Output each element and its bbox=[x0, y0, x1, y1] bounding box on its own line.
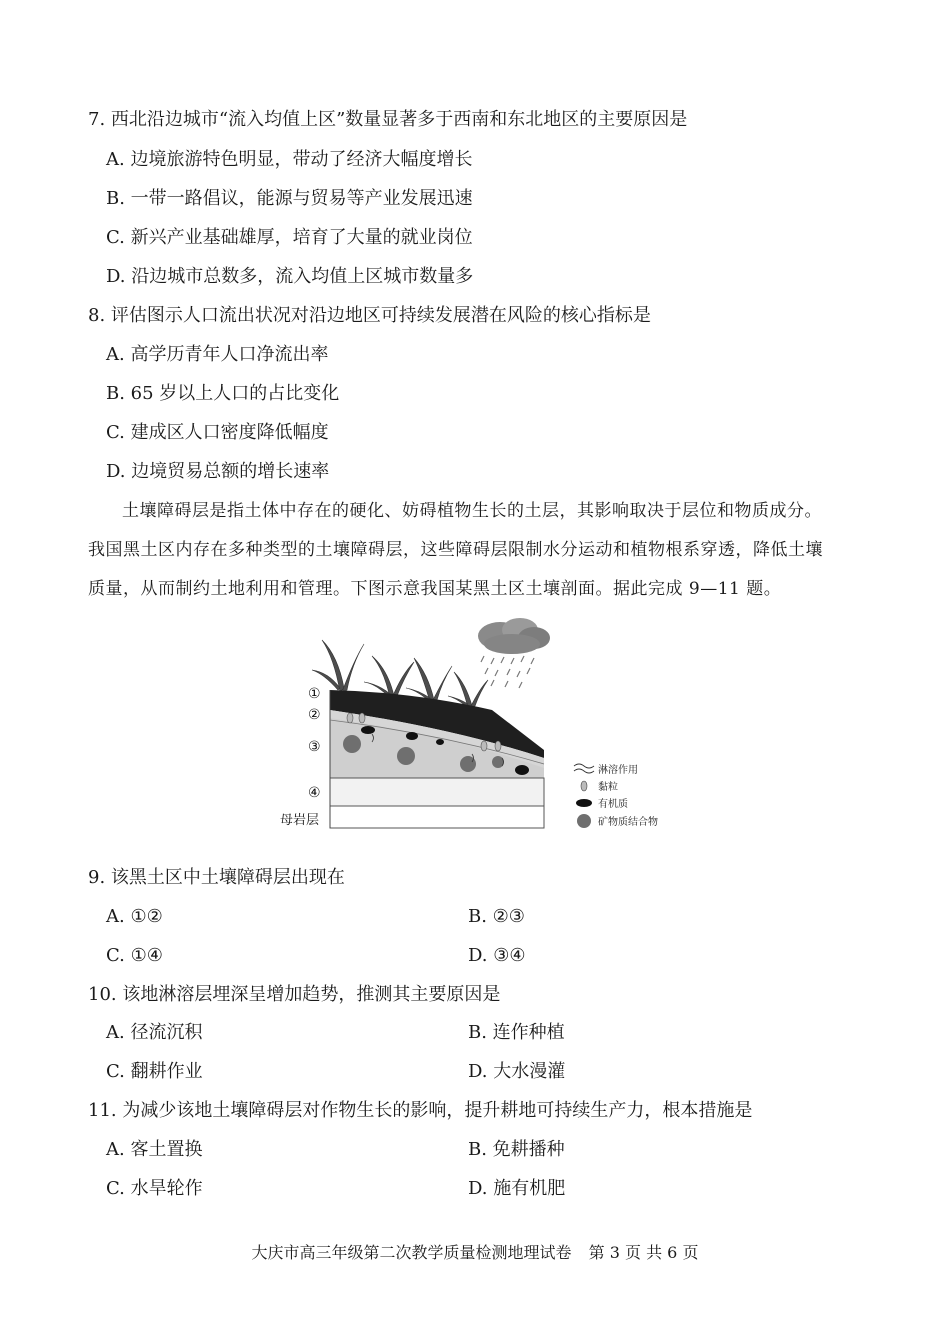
question-9-option-a: A. ①② bbox=[106, 906, 163, 927]
question-10-option-c: C. 翻耕作业 bbox=[106, 1061, 203, 1082]
question-9-option-c: C. ①④ bbox=[106, 945, 163, 966]
question-7-option-a: A. 边境旅游特色明显，带动了经济大幅度增长 bbox=[106, 149, 473, 170]
question-11-option-d: D. 施有机肥 bbox=[468, 1178, 566, 1199]
question-11-stem: 11. 为减少该地土壤障碍层对作物生长的影响，提升耕地可持续生产力，根本措施是 bbox=[88, 1100, 753, 1121]
layer-label-1: ① bbox=[308, 686, 321, 702]
legend-clay: 黏粒 bbox=[598, 782, 618, 793]
question-9-option-d: D. ③④ bbox=[468, 945, 526, 966]
parent-material-layer bbox=[330, 778, 544, 806]
clay-symbol-icon bbox=[581, 781, 587, 791]
question-10-option-a: A. 径流沉积 bbox=[106, 1022, 203, 1043]
mineral-symbol-icon bbox=[577, 814, 591, 828]
question-7-stem: 7. 西北沿边城市“流入均值上区”数量显著多于西南和东北地区的主要原因是 bbox=[88, 109, 688, 130]
legend-leaching: 淋溶作用 bbox=[598, 765, 638, 776]
question-10-option-b: B. 连作种植 bbox=[468, 1022, 565, 1043]
question-9-stem: 9. 该黑土区中土壤障碍层出现在 bbox=[88, 867, 345, 888]
legend-organic: 有机质 bbox=[598, 799, 628, 810]
question-9-option-b: B. ②③ bbox=[468, 906, 525, 927]
page-number: 第 3 页 共 6 页 bbox=[588, 1243, 699, 1262]
legend-mineral: 矿物质结合物 bbox=[598, 817, 658, 828]
exam-title: 大庆市高三年级第二次教学质量检测地理试卷 bbox=[251, 1243, 572, 1262]
page-footer bbox=[0, 1240, 950, 1263]
passage-line-3: 质量，从而制约土地利用和管理。下图示意我国某黑土区土壤剖面。据此完成 9—11 题。 bbox=[88, 579, 782, 599]
question-7-option-b: B. 一带一路倡议，能源与贸易等产业发展迅速 bbox=[106, 188, 473, 209]
bedrock-label: 母岩层 bbox=[280, 813, 320, 828]
layer-label-2: ② bbox=[308, 707, 321, 723]
question-11-option-b: B. 免耕播种 bbox=[468, 1139, 565, 1160]
leaching-symbol-icon bbox=[574, 764, 594, 773]
question-8-option-b: B. 65 岁以上人口的占比变化 bbox=[106, 383, 340, 404]
rain-cloud-icon bbox=[478, 618, 550, 688]
question-11-option-c: C. 水旱轮作 bbox=[106, 1178, 203, 1199]
passage-line-1: 土壤障碍层是指土体中存在的硬化、妨碍植物生长的土层，其影响取决于层位和物质成分。 bbox=[122, 501, 822, 521]
layer-label-3: ③ bbox=[308, 739, 321, 755]
layer-label-4: ④ bbox=[308, 785, 321, 801]
question-7-option-c: C. 新兴产业基础雄厚，培育了大量的就业岗位 bbox=[106, 227, 473, 248]
question-11-option-a: A. 客土置换 bbox=[106, 1139, 203, 1160]
question-10-stem: 10. 该地淋溶层埋深呈增加趋势，推测其主要原因是 bbox=[88, 984, 501, 1005]
question-8-option-a: A. 高学历青年人口净流出率 bbox=[106, 344, 329, 365]
question-8-stem: 8. 评估图示人口流出状况对沿边地区可持续发展潜在风险的核心指标是 bbox=[88, 305, 651, 326]
question-8-option-d: D. 边境贸易总额的增长速率 bbox=[106, 461, 330, 482]
question-10-option-d: D. 大水漫灌 bbox=[468, 1061, 566, 1082]
question-7-option-d: D. 沿边城市总数多，流入均值上区城市数量多 bbox=[106, 266, 474, 287]
organic-symbol-icon bbox=[576, 799, 592, 807]
figure-legend bbox=[574, 763, 658, 828]
bedrock-layer bbox=[330, 806, 544, 828]
passage-line-2: 我国黑土区内存在多种类型的土壤障碍层，这些障碍层限制水分运动和植物根系穿透，降低土壤 bbox=[88, 540, 823, 560]
question-8-option-c: C. 建成区人口密度降低幅度 bbox=[106, 422, 329, 443]
soil-profile-figure bbox=[272, 618, 692, 840]
